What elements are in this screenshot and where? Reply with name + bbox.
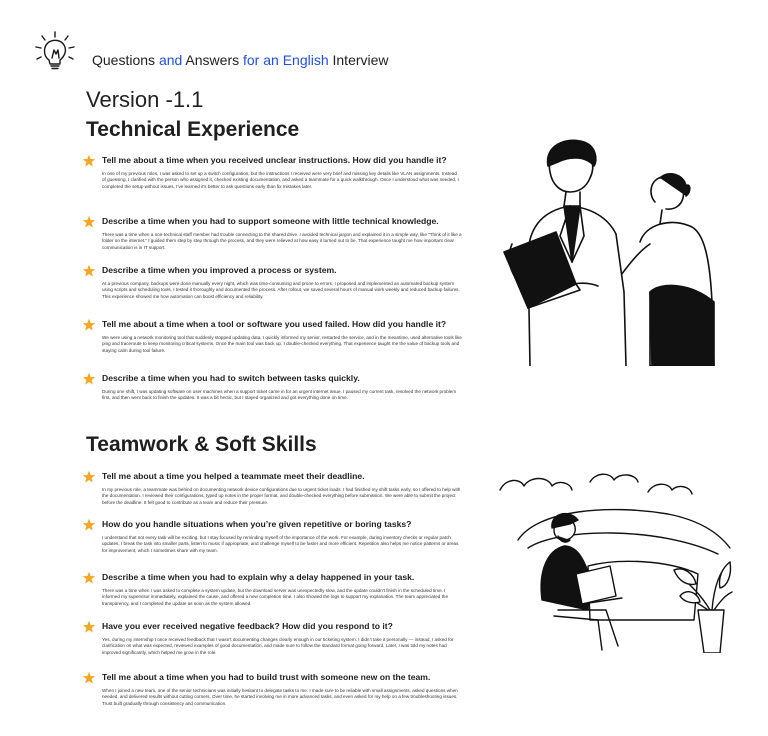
- lightbulb-icon: [32, 30, 78, 76]
- star-icon: [82, 518, 96, 532]
- title-part-interview: Interview: [332, 52, 389, 68]
- section-title-technical: Technical Experience: [86, 118, 300, 141]
- question-text: Tell me about a time when a tool or software you used failed. How did you handle it?: [102, 319, 447, 329]
- answer-text: When I joined a new team, one of the senior technicians was initially hesitant to delegate tasks to me. I made sure to be reliable with small assignments, asked questions when needed, and delivered results without cutting corners. Over time, he started involving me in more advanced tasks, and even asked for my help on a few troubleshooting issues. Trust built gradually through consistency and communication.: [102, 688, 458, 706]
- star-icon: [82, 318, 96, 332]
- qa-item: [82, 518, 462, 554]
- star-icon: [82, 264, 96, 278]
- question-text: Describe a time when you improved a process or system.: [102, 265, 337, 275]
- star-icon: [82, 470, 96, 484]
- star-icon: [82, 671, 96, 685]
- qa-item: [82, 671, 462, 707]
- section-title-teamwork: Teamwork & Soft Skills: [86, 433, 317, 456]
- star-icon: [82, 215, 96, 229]
- answer-text: In my previous role, a teammate was behind on documenting network device configurations due to urgent ticket loads. I had finished my shift tasks early, so I offered to help with the documentation. I reviewed their configurations, typed up notes in the proper format, and double-checked everything before submission. We were able to submit the project before the deadline. It felt good to contribute as a team and reduce their pressure.: [102, 487, 461, 505]
- star-icon: [82, 372, 96, 386]
- answer-text: In one of my previous roles, I was asked to set up a switch configuration, but the instructions I received were very brief and missing key details like VLAN assignments. Instead of guessing, I clarified with the person who assigned it, checked existing documentation, and asked a teammate for a quick walkthrough. Once I understood what was needed, I completed the setup without issues. I’ve learned it’s better to ask questions early than fix mistakes later.: [102, 171, 459, 189]
- answer-text: We were using a network monitoring tool that suddenly stopped updating data. I quickly informed my senior, restarted the service, and in the meantime, used alternative tools like ping and traceroute to keep monitoring critical systems. Once the main tool was back up, I double-checked everything. That experience taught me the value of backup tools and staying calm during tool failure.: [102, 335, 462, 353]
- page-title: [92, 52, 389, 68]
- title-part-answers: Answers: [185, 52, 240, 68]
- answer-text: Yes, during my internship I once received feedback that I wasn’t documenting changes clearly enough in our ticketing system. I didn’t take it personally — instead, I asked for clarification on what was expected, reviewed examples of good documentation, and made sure to follow the standard format going forward. Later, I was told my notes had improved significantly, which helped me grow in the role.: [102, 637, 454, 655]
- page-header: [32, 30, 452, 76]
- star-icon: [82, 154, 96, 168]
- answer-text: At a previous company, backups were done manually every night, which was time-consuming and prone to errors. I proposed and implemented an automated backup system using scripts and scheduling tools. I tested it thoroughly and documented the process. After rollout, we saved several hours of manual work weekly and reduced backup failures. This experience showed me how automation can boost efficiency and reliability.: [102, 281, 460, 299]
- star-icon: [82, 620, 96, 634]
- question-text: Describe a time when you had to support someone with little technical knowledge.: [102, 216, 439, 226]
- title-part-for-english: for an English: [243, 52, 329, 68]
- question-text: Tell me about a time when you received unclear instructions. How did you handle it?: [102, 155, 447, 165]
- title-part-questions: Questions: [92, 52, 156, 68]
- question-text: Describe a time when you had to explain why a delay happened in your task.: [102, 572, 415, 582]
- question-text: How do you handle situations when you’re given repetitive or boring tasks?: [102, 519, 412, 529]
- qa-item: [82, 620, 462, 656]
- answer-text: There was a time when I was asked to complete a system update, but the download server was unexpectedly slow, and the update couldn’t finish in the scheduled time. I informed my supervisor immediately, explained the cause, and offered a new completion time. I also showed the logs to support my explanation. The team appreciated the transparency, and I completed the update as soon as the system allowed.: [102, 588, 448, 606]
- qa-item: [82, 154, 462, 190]
- qa-item: [82, 470, 462, 506]
- qa-item: [82, 318, 462, 354]
- qa-item: [82, 215, 462, 251]
- title-part-and: and: [158, 52, 183, 68]
- question-text: Tell me about a time you helped a teammate meet their deadline.: [102, 471, 365, 481]
- remote-work-illustration: [498, 470, 733, 653]
- question-text: Have you ever received negative feedback? How did you respond to it?: [102, 621, 393, 631]
- qa-item: [82, 571, 462, 607]
- qa-item: [82, 264, 462, 300]
- answer-text: There was a time when a non-technical staff member had trouble connecting to the shared drive. I avoided technical jargon and explained it in a simple way, like “Think of it like a folder on the internet.” I guided them step by step through the process, and they were relieved at how easy it turned out to be. That experience taught me how important clear communication is in IT support.: [102, 232, 462, 250]
- answer-text: I understand that not every task will be exciting, but I stay focused by reminding myself of the importance of the work. For example, during inventory checks or regular patch updates, I break the task into smaller parts, listen to music if appropriate, and challenge myself to be faster and more efficient. Repetition also helps me notice patterns or areas for improvement, which I sometimes share with my team.: [102, 535, 459, 553]
- version-label: Version -1.1: [86, 87, 204, 112]
- star-icon: [82, 571, 96, 585]
- colleagues-laptop-illustration: [500, 132, 725, 366]
- question-text: Tell me about a time when you had to build trust with someone new on the team.: [102, 672, 431, 682]
- question-text: Describe a time when you had to switch between tasks quickly.: [102, 373, 360, 383]
- answer-text: During one shift, I was updating software on user machines when a support ticket came in for an urgent internet issue. I paused my current task, resolved the network problem first, and then went back to finish the updates. It was a bit hectic, but I stayed organized and got everything done on time.: [102, 389, 457, 401]
- qa-item: [82, 372, 462, 402]
